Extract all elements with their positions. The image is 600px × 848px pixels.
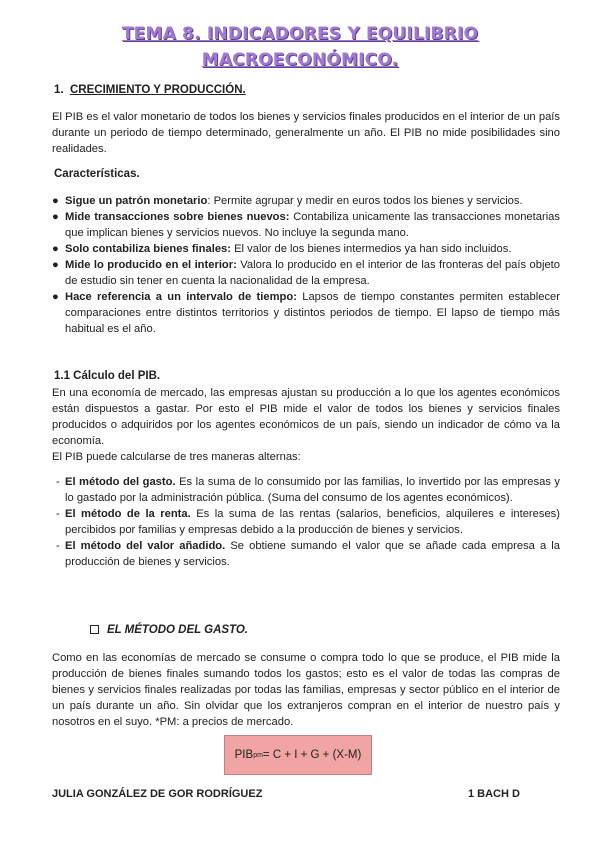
checkbox-bullet-icon xyxy=(90,625,99,634)
method-term: El método de la renta. xyxy=(65,508,191,520)
bullet-icon: ● xyxy=(52,291,59,303)
calc-paragraph: En una economía de mercado, las empresas ajustan su producción a lo que los agentes económicos están dispuestos a gastar. Por esto el PIB mide el valor de todos los bienes y servicios finales producidos o adquiridos por los agentes económicos de un país, siendo un indicador de cómo va la economía. xyxy=(52,387,560,447)
bullet-icon: ● xyxy=(52,259,59,271)
method-term: El método del valor añadido. xyxy=(65,540,226,552)
dash-icon: - xyxy=(56,508,60,520)
list-item xyxy=(52,289,560,337)
intro-paragraph: El PIB es el valor monetario de todos los bienes y servicios finales producidos en el interior de un país durante un periodo de tiempo determinado, generalmente un año. El PIB no mide posibilidades sino realidades. xyxy=(52,111,560,155)
item-term: Solo contabiliza bienes finales: xyxy=(65,243,231,255)
list-item xyxy=(52,257,560,289)
methods-list xyxy=(56,474,560,570)
footer-author: JULIA GONZÁLEZ DE GOR RODRÍGUEZ xyxy=(52,788,263,800)
method-term: El método del gasto. xyxy=(65,476,176,488)
list-item xyxy=(52,193,560,209)
characteristics-heading: Características. xyxy=(54,168,140,180)
bullet-icon: ● xyxy=(52,243,59,255)
page-title-line-2: MACROECONÓMICO. xyxy=(201,50,399,70)
dash-icon: - xyxy=(56,476,60,488)
gasto-heading-text: EL MÉTODO DEL GASTO. xyxy=(107,624,249,636)
list-item xyxy=(52,209,560,241)
section-number: 1. xyxy=(54,84,64,96)
formula-subscript: pm xyxy=(253,751,263,759)
gasto-heading xyxy=(90,624,248,636)
subsection-heading: 1.1 Cálculo del PIB. xyxy=(54,370,161,382)
item-term: Mide transacciones sobre bienes nuevos: xyxy=(65,211,290,223)
item-text: Permite agrupar y medir en euros todos los bienes y servicios. xyxy=(213,195,523,207)
item-text: Lapsos de tiempo constantes permiten establecer comparaciones entre distintos territorios y distintos periodos de tiempo. El lapso de tiempo más habitual es el año. xyxy=(65,291,561,335)
characteristics-list xyxy=(52,193,560,337)
calc-paragraph-2: El PIB puede calcularse de tres maneras alternas: xyxy=(52,451,301,463)
section-title: CRECIMIENTO Y PRODUCCIÓN. xyxy=(69,84,246,96)
pib-formula-box xyxy=(224,735,372,775)
item-term: Hace referencia a un intervalo de tiempo: xyxy=(65,291,297,303)
item-term: Mide lo producido en el interior: xyxy=(65,259,237,271)
bullet-icon: ● xyxy=(52,195,59,207)
item-term: Sigue un patrón monetario xyxy=(65,195,208,207)
gasto-paragraph: Como en las economías de mercado se consume o compra todo lo que se produce, el PIB mide la producción de bienes finales sumando todos los gastos; esto es el valor de todas las compras de bienes y servicios finales realizadas por todas las familias, empresas y sector público en el interior de un país durante un año. Sin olvidar que los extranjeros compran en el interior de nuestro país y nosotros en el suyo. *PM: a precios de mercado. xyxy=(52,652,560,728)
formula-base: PIB xyxy=(234,749,254,761)
dash-icon: - xyxy=(56,540,60,552)
method-text: Es la suma de lo consumido por las familias, lo invertido por las empresas y lo gastado por la administración pública. (Suma del consumo de los agentes económicos). xyxy=(65,476,561,504)
section-heading xyxy=(54,84,246,96)
item-text: Valora lo producido en el interior de las fronteras del país objeto de estudio sin tener en cuenta la nacionalidad de la empresa. xyxy=(65,259,560,287)
list-item xyxy=(56,474,560,506)
item-text: El valor de los bienes intermedios ya han sido incluidos. xyxy=(234,243,512,255)
method-text: Es la suma de las rentas (salarios, beneficios, alquileres e intereses) percibidos por familias y empresas debido a la producción de bienes y servicios. xyxy=(65,508,560,536)
page-title-line-1: TEMA 8. INDICADORES Y EQUILIBRIO xyxy=(121,24,479,44)
method-text: Se obtiene sumando el valor que se añade cada empresa a la producción de bienes y servicios. xyxy=(65,540,560,568)
item-text: Contabiliza unicamente las transacciones monetarias que implican bienes y servicios nuevos. No incluye la segunda mano. xyxy=(65,211,560,239)
item-separator: : xyxy=(207,195,214,207)
footer-course: 1 BACH D xyxy=(468,788,520,800)
bullet-icon: ● xyxy=(52,211,59,223)
list-item xyxy=(52,241,560,257)
formula-rhs: = C + I + G + (X-M) xyxy=(262,749,362,761)
list-item xyxy=(56,538,560,570)
list-item xyxy=(56,506,560,538)
